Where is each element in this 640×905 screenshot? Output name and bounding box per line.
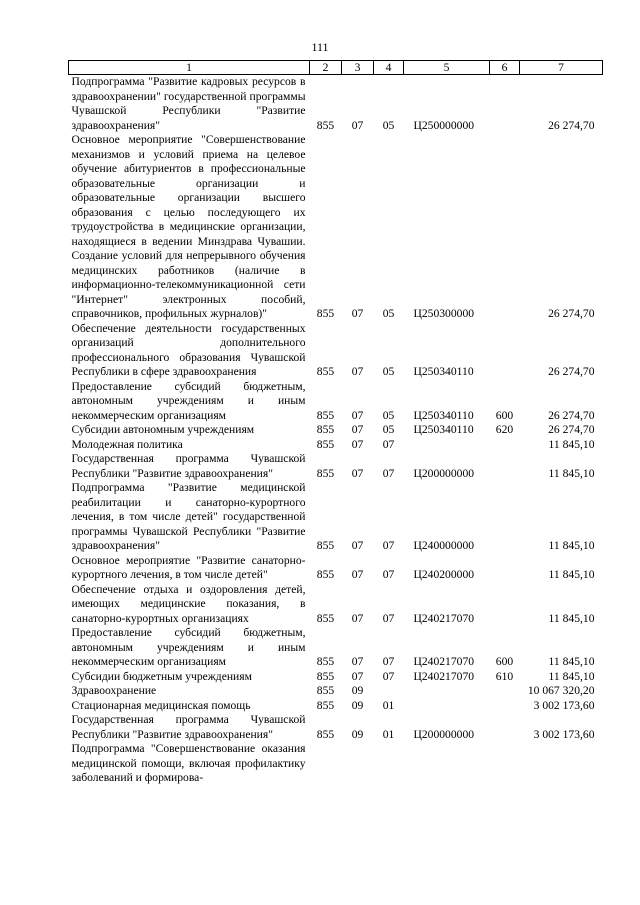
row-subsection: 01 xyxy=(382,727,395,741)
table-row xyxy=(69,684,603,699)
row-subsection: 07 xyxy=(382,568,395,581)
row-name: Предоставление субсидий бюджетным, автономным учреждениям и иным некоммерческим организациям xyxy=(71,626,306,668)
row-amount: 3 002 173,60 xyxy=(533,698,595,712)
header-row xyxy=(69,61,603,75)
row-subsection: 07 xyxy=(382,437,395,451)
page-number: 111 xyxy=(311,40,329,54)
table-row xyxy=(69,670,603,685)
row-target: Ц240200000 xyxy=(413,568,475,581)
row-amount: 26 274,70 xyxy=(548,423,595,436)
row-name: Государственная программа Чувашской Республики "Развитие здравоохранения" xyxy=(71,452,306,480)
row-subsection: 05 xyxy=(382,408,395,422)
row-subsection xyxy=(374,684,404,699)
row-name: Основное мероприятие "Развитие санаторно-курортного лечения, в том числе детей" xyxy=(71,553,306,581)
row-expense-type xyxy=(490,452,520,481)
header-col-5: 5 xyxy=(404,61,490,75)
row-expense-type xyxy=(490,742,520,786)
table-row xyxy=(69,75,603,134)
row-expense-type xyxy=(490,438,520,453)
header-col-2: 2 xyxy=(310,61,342,75)
row-subsection: 07 xyxy=(382,669,395,683)
row-ministry: 855 xyxy=(316,684,335,697)
table-row xyxy=(69,481,603,554)
row-section: 07 xyxy=(351,408,364,422)
row-section: 07 xyxy=(351,437,364,451)
row-section: 07 xyxy=(351,118,364,132)
row-target: Ц240217070 xyxy=(413,669,475,683)
row-expense-type: 610 xyxy=(495,669,514,683)
row-section: 07 xyxy=(351,307,364,320)
table-row xyxy=(69,438,603,453)
row-section xyxy=(342,742,374,786)
row-amount: 11 845,10 xyxy=(548,669,595,683)
row-name: Субсидии автономным учреждениям xyxy=(71,423,255,436)
row-section: 07 xyxy=(351,669,364,683)
row-expense-type xyxy=(490,75,520,134)
row-ministry: 855 xyxy=(316,727,335,741)
row-target: Ц250340110 xyxy=(413,365,474,378)
row-name: Здравоохранение xyxy=(71,684,157,697)
row-name: Предоставление субсидий бюджетным, автономным учреждениям и иным некоммерческим организациям xyxy=(71,379,306,422)
row-subsection: 05 xyxy=(382,423,395,436)
row-amount: 26 274,70 xyxy=(548,365,595,378)
row-amount: 11 845,10 xyxy=(548,655,595,668)
row-target xyxy=(404,684,490,699)
row-expense-type xyxy=(490,583,520,627)
row-expense-type xyxy=(490,554,520,583)
row-target: Ц250300000 xyxy=(413,307,475,320)
row-ministry: 855 xyxy=(316,669,335,683)
row-ministry: 855 xyxy=(316,568,335,581)
row-amount: 11 845,10 xyxy=(548,466,595,480)
row-amount: 11 845,10 xyxy=(548,437,595,451)
table-row xyxy=(69,322,603,380)
table-row xyxy=(69,452,603,481)
row-amount: 3 002 173,60 xyxy=(533,727,595,741)
row-amount: 26 274,70 xyxy=(548,408,595,422)
row-ministry: 855 xyxy=(316,365,335,378)
row-target: Ц240217070 xyxy=(413,611,475,625)
row-target xyxy=(404,742,490,786)
row-target: Ц250000000 xyxy=(413,118,475,132)
row-target: Ц200000000 xyxy=(413,727,475,741)
header-col-1: 1 xyxy=(69,61,310,75)
row-target: Ц250340110 xyxy=(413,408,474,422)
table-row xyxy=(69,133,603,322)
row-subsection: 05 xyxy=(382,365,395,378)
row-section: 09 xyxy=(351,727,364,741)
budget-table xyxy=(68,60,603,786)
row-subsection: 05 xyxy=(382,307,395,320)
row-amount xyxy=(520,742,603,786)
row-subsection: 07 xyxy=(382,466,395,480)
row-name: Субсидии бюджетным учреждениям xyxy=(71,669,252,683)
row-expense-type xyxy=(490,713,520,742)
row-name: Стационарная медицинская помощь xyxy=(71,698,251,712)
header-col-6: 6 xyxy=(490,61,520,75)
row-subsection: 05 xyxy=(382,118,395,132)
table-row xyxy=(69,583,603,627)
row-expense-type xyxy=(490,684,520,699)
table-body xyxy=(69,75,603,786)
row-ministry: 855 xyxy=(316,118,335,132)
row-name: Основное мероприятие "Совершенствование механизмов и условий приема на целевое обучение абитуриентов в профессиональные образовательные организации и образовательные организации высшего образования с целью последующего их трудоустройства в медицинские организации, находящиеся в ведении Минздрава Чувашии. Создание условий для непрерывного обучения медицинских работников (наличие в информационно-телекоммуникационной сети "Интернет" электронных пособий, справочников, профильных журналов)" xyxy=(71,133,306,320)
row-ministry xyxy=(310,742,342,786)
row-subsection xyxy=(374,742,404,786)
row-name: Подпрограмма "Совершенствование оказания медицинской помощи, включая профилактику заболеваний и формирова- xyxy=(71,742,306,784)
row-target: Ц240217070 xyxy=(413,655,475,668)
row-ministry: 855 xyxy=(316,466,335,480)
row-ministry: 855 xyxy=(316,423,335,436)
row-section: 07 xyxy=(351,423,364,436)
row-expense-type xyxy=(490,322,520,380)
row-section: 07 xyxy=(351,568,364,581)
header-col-7: 7 xyxy=(520,61,603,75)
row-target: Ц250340110 xyxy=(413,423,474,436)
row-section: 07 xyxy=(351,655,364,668)
row-section: 09 xyxy=(351,684,364,697)
row-name: Подпрограмма "Развитие медицинской реабилитации и санаторно-курортного лечения, в том числе детей" государственной программы Чувашской Республики "Развитие здравоохранения" xyxy=(71,481,306,552)
row-name: Государственная программа Чувашской Республики "Развитие здравоохранения" xyxy=(71,713,306,741)
row-amount: 11 845,10 xyxy=(548,539,595,552)
row-subsection: 07 xyxy=(382,539,395,552)
row-subsection: 07 xyxy=(382,655,395,668)
row-subsection: 01 xyxy=(382,698,395,712)
row-target xyxy=(404,699,490,714)
table-row xyxy=(69,380,603,424)
row-target xyxy=(404,438,490,453)
row-ministry: 855 xyxy=(316,408,335,422)
row-section: 07 xyxy=(351,466,364,480)
row-target: Ц200000000 xyxy=(413,466,475,480)
row-amount: 10 067 320,20 xyxy=(527,684,595,697)
table-header xyxy=(69,61,603,75)
row-name: Обеспечение отдыха и оздоровления детей, имеющих медицинские показания, в санаторно-курортных организациях xyxy=(71,582,306,625)
row-target: Ц240000000 xyxy=(413,539,475,552)
table-row xyxy=(69,742,603,786)
row-expense-type xyxy=(490,699,520,714)
row-expense-type xyxy=(490,133,520,322)
row-ministry: 855 xyxy=(316,655,335,668)
row-ministry: 855 xyxy=(316,611,335,625)
row-section: 09 xyxy=(351,698,364,712)
row-subsection: 07 xyxy=(382,611,395,625)
row-ministry: 855 xyxy=(316,539,335,552)
table-row xyxy=(69,713,603,742)
row-amount: 26 274,70 xyxy=(548,307,595,320)
row-amount: 11 845,10 xyxy=(548,568,595,581)
header-col-4: 4 xyxy=(374,61,404,75)
table-row xyxy=(69,626,603,670)
row-section: 07 xyxy=(351,539,364,552)
row-amount: 26 274,70 xyxy=(548,118,595,132)
table-row xyxy=(69,699,603,714)
row-section: 07 xyxy=(351,365,364,378)
row-name: Подпрограмма "Развитие кадровых ресурсов в здравоохранении" государственной программы Чувашской Республики "Развитие здравоохранения" xyxy=(71,75,306,132)
row-expense-type: 600 xyxy=(495,655,514,668)
row-section: 07 xyxy=(351,611,364,625)
row-expense-type: 600 xyxy=(495,408,514,422)
row-expense-type: 620 xyxy=(495,423,514,436)
row-ministry: 855 xyxy=(316,437,335,451)
row-amount: 11 845,10 xyxy=(548,611,595,625)
row-name: Обеспечение деятельности государственных организаций дополнительного профессионального образования Чувашской Республики в сфере здравоохранения xyxy=(71,321,306,378)
row-name: Молодежная политика xyxy=(71,437,183,451)
row-ministry: 855 xyxy=(316,307,335,320)
row-expense-type xyxy=(490,481,520,554)
row-ministry: 855 xyxy=(316,698,335,712)
table-row xyxy=(69,423,603,438)
table-row xyxy=(69,554,603,583)
header-col-3: 3 xyxy=(342,61,374,75)
